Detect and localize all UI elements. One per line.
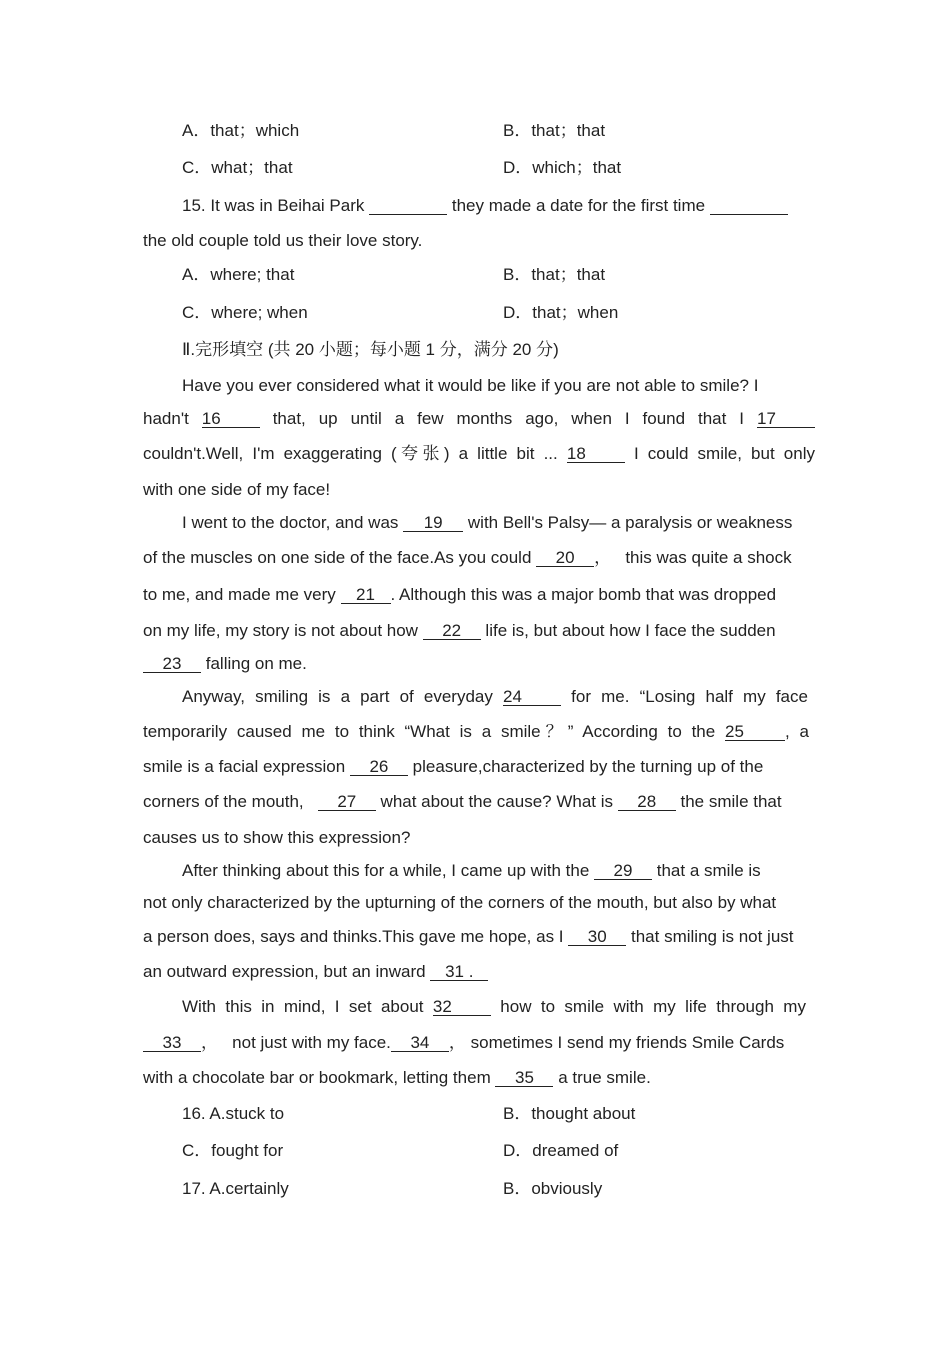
passage-text: of the muscles on one side of the face.As you could <box>143 548 532 567</box>
punctuation: ， <box>448 1033 466 1052</box>
punctuation: ， <box>594 548 612 567</box>
passage-text: smile is a facial expression <box>143 757 346 776</box>
passage-line-10 <box>182 687 808 707</box>
q14-option-d: D．which；that <box>503 158 622 177</box>
passage-text: that a smile is <box>656 861 761 880</box>
blank-31-number: 31 <box>445 962 465 981</box>
blank-34: 34 <box>391 1034 449 1052</box>
passage-line-6 <box>143 548 792 568</box>
passage-text: for me. “Losing half my face <box>571 687 808 706</box>
passage-text: hadn't <box>143 409 189 428</box>
blank-23: 23 <box>143 655 201 673</box>
passage-text: falling on me. <box>205 654 307 673</box>
blank-21: 21 <box>341 586 391 604</box>
passage-text: with a chocolate bar or bookmark, letting them <box>143 1068 491 1087</box>
blank-22: 22 <box>423 622 481 640</box>
passage-line-16: not only characterized by the upturning of the corners of the mouth, but also by what <box>143 893 777 912</box>
q16-option-a: 16. A.stuck to <box>182 1104 285 1123</box>
passage-text: pleasure,characterized by the turning up of the <box>412 757 764 776</box>
blank-29: 29 <box>594 862 652 880</box>
passage-line-20 <box>143 1033 784 1053</box>
passage-text: After thinking about this for a while, I came up with the <box>182 861 590 880</box>
q14-option-c: C．what；that <box>182 158 293 177</box>
passage-text: life is, but about how I face the sudden <box>485 621 776 640</box>
passage-text: couldn't.Well, I'm exaggerating (夸张) a little bit ... <box>143 444 558 463</box>
passage-line-4: with one side of my face! <box>143 480 331 499</box>
passage-text: to me, and made me very <box>143 585 336 604</box>
passage-line-12 <box>143 757 763 777</box>
passage-text: a true smile. <box>558 1068 651 1087</box>
punctuation: ， <box>201 1033 218 1052</box>
blank-17: 17 <box>757 410 815 428</box>
q15-stem-middle: they made a date for the first time <box>451 196 706 215</box>
blank-33: 33 <box>143 1034 201 1052</box>
punctuation: . <box>390 585 396 604</box>
passage-text: that, up until a few months ago, when I found that I <box>272 409 745 428</box>
passage-text: With this in mind, I set about <box>182 997 424 1016</box>
passage-line-8 <box>143 621 776 641</box>
passage-text: Although this was a major bomb that was dropped <box>399 585 777 604</box>
passage-text: how to smile with my life through my <box>500 997 806 1016</box>
q17-option-a: 17. A.certainly <box>182 1179 289 1198</box>
q15-option-d: D．that；when <box>503 303 619 322</box>
q16-option-d: D．dreamed of <box>503 1141 619 1160</box>
passage-text: an outward expression, but an inward <box>143 962 426 981</box>
passage-line-17 <box>143 927 794 947</box>
punctuation: . <box>468 962 474 981</box>
blank-25: 25 <box>725 723 785 741</box>
passage-text: on my life, my story is not about how <box>143 621 418 640</box>
blank-20: 20 <box>536 549 594 567</box>
passage-text: that smiling is not just <box>631 927 794 946</box>
blank-30: 30 <box>568 928 626 946</box>
passage-line-7 <box>143 585 776 605</box>
passage-text: the smile that <box>680 792 782 811</box>
blank-28: 28 <box>618 793 676 811</box>
blank-16: 16 <box>202 410 260 428</box>
passage-line-15 <box>182 861 761 881</box>
passage-text: temporarily caused me to think “What is a smile？” According to the <box>143 722 716 741</box>
blank-24: 24 <box>503 688 561 706</box>
passage-text: what about the cause? What is <box>380 792 614 811</box>
q15-stem <box>182 196 788 216</box>
q15-blank-1 <box>369 197 447 215</box>
passage-line-13 <box>143 792 782 812</box>
blank-26: 26 <box>350 758 408 776</box>
blank-19: 19 <box>403 514 463 532</box>
passage-line-14: causes us to show this expression? <box>143 828 411 847</box>
q15-option-c: C．where; when <box>182 303 308 322</box>
passage-line-19 <box>182 997 806 1017</box>
passage-line-11 <box>143 722 809 742</box>
q15-blank-2 <box>710 197 788 215</box>
passage-text: , a <box>785 722 809 741</box>
passage-text: I could smile, but only <box>633 444 815 463</box>
q16-option-c: C．fought for <box>182 1141 284 1160</box>
section-heading: Ⅱ.完形填空 (共 20 小题；每小题 1 分，满分 20 分) <box>182 340 559 359</box>
blank-31 <box>430 963 488 981</box>
passage-text: not just with my face. <box>232 1033 391 1052</box>
passage-line-1: Have you ever considered what it would be like if you are not able to smile? I <box>182 376 759 395</box>
blank-27: 27 <box>318 793 376 811</box>
passage-text: a person does, says and thinks.This gave me hope, as I <box>143 927 564 946</box>
q15-option-a: A．where; that <box>182 265 295 284</box>
passage-line-5 <box>182 513 792 533</box>
blank-35: 35 <box>495 1069 553 1087</box>
q15-stem-line2: the old couple told us their love story. <box>143 231 423 250</box>
passage-line-2 <box>143 409 815 429</box>
passage-line-3 <box>143 444 815 464</box>
q16-option-b: B．thought about <box>503 1104 636 1123</box>
q15-option-b: B．that；that <box>503 265 606 284</box>
q14-option-b: B．that；that <box>503 121 606 140</box>
passage-text: corners of the mouth, <box>143 792 304 811</box>
passage-line-21 <box>143 1068 651 1088</box>
q14-option-a: A．that；which <box>182 121 300 140</box>
passage-line-18 <box>143 962 488 982</box>
q15-stem-start: 15. It was in Beihai Park <box>182 196 365 215</box>
passage-text: this was quite a shock <box>625 548 792 567</box>
passage-text: I went to the doctor, and was <box>182 513 399 532</box>
passage-line-9 <box>143 654 307 674</box>
blank-18: 18 <box>567 445 625 463</box>
passage-text: sometimes I send my friends Smile Cards <box>470 1033 785 1052</box>
passage-text: with Bell's Palsy— a paralysis or weakness <box>467 513 793 532</box>
blank-32: 32 <box>433 998 491 1016</box>
q17-option-b: B．obviously <box>503 1179 603 1198</box>
passage-text: Anyway, smiling is a part of everyday <box>182 687 493 706</box>
